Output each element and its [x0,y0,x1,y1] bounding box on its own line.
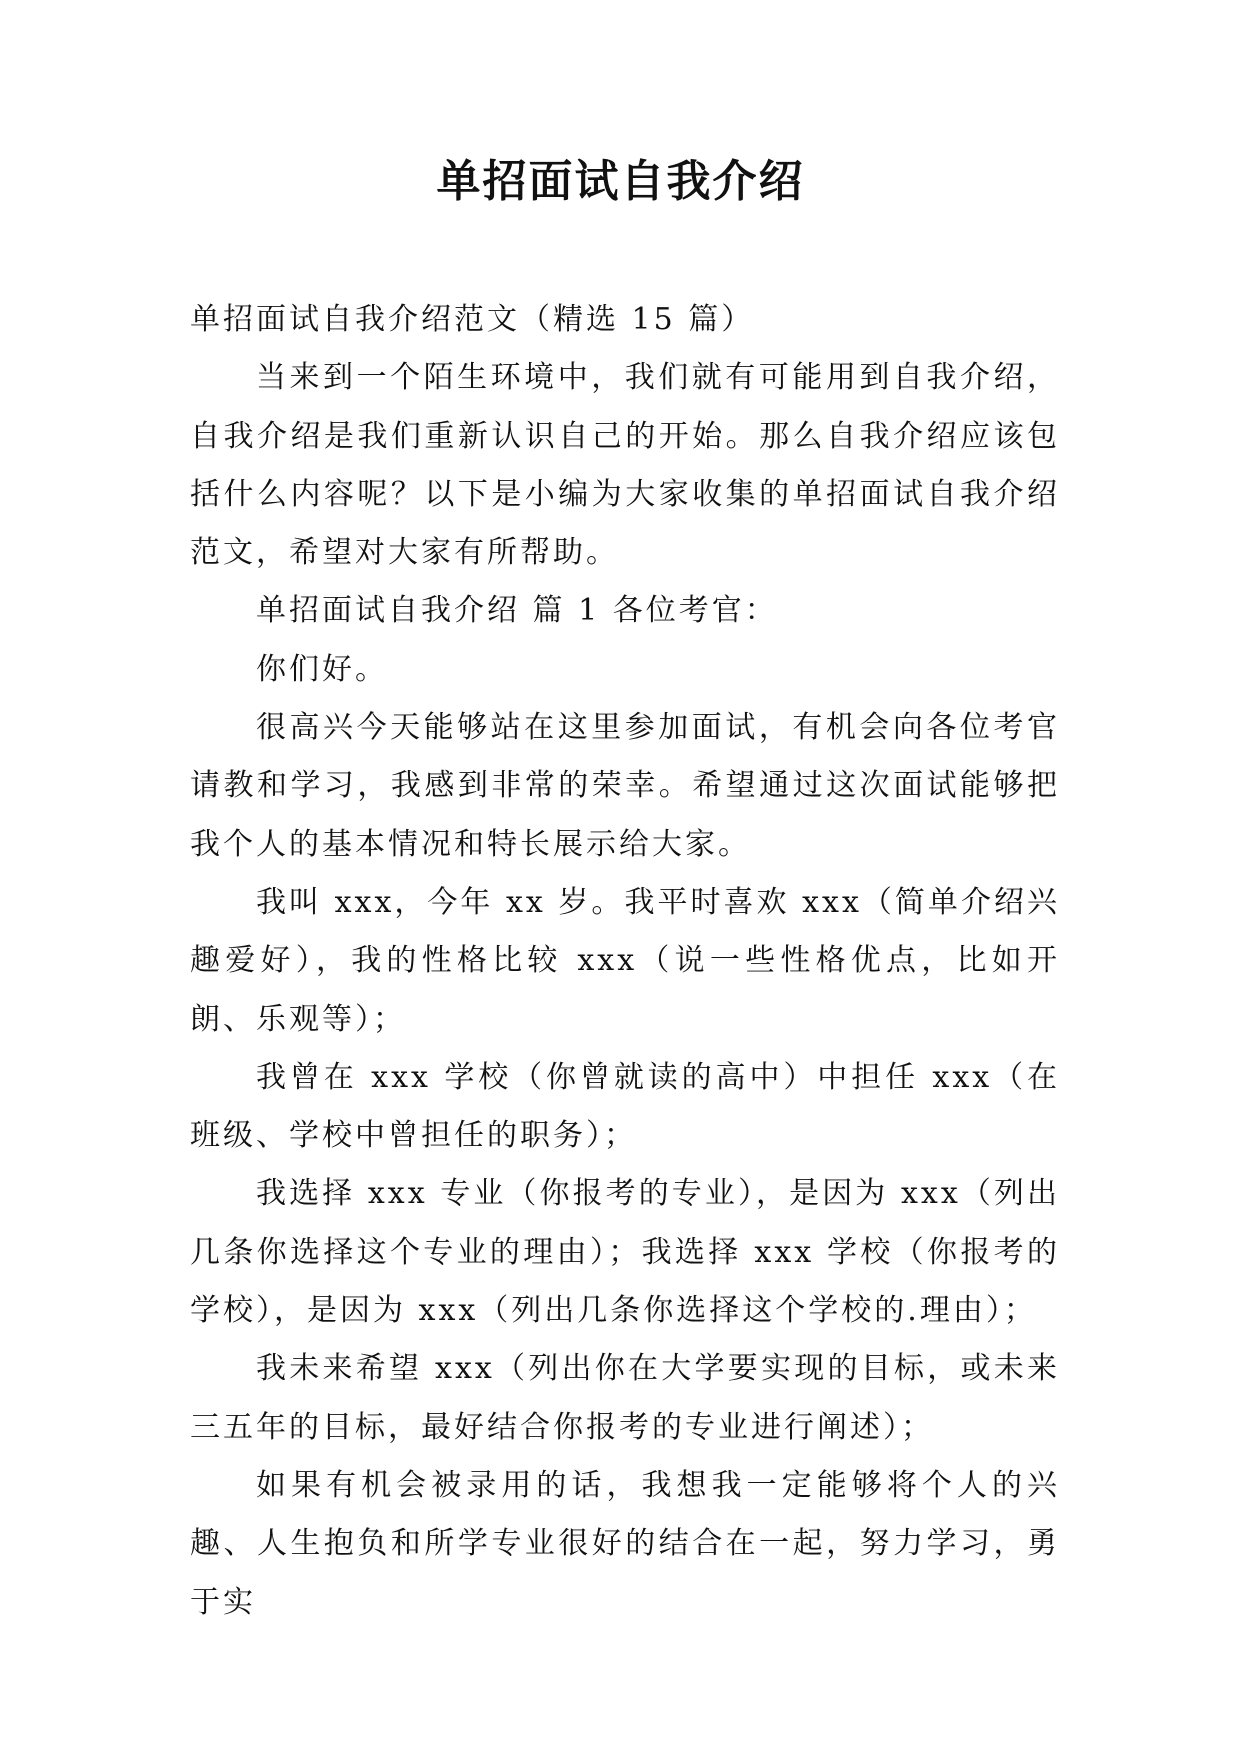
body-paragraph: 我曾在 xxx 学校（你曾就读的高中）中担任 xxx（在班级、学校中曾担任的职务）； [190,1059,1060,1154]
greeting-paragraph: 你们好。 [256,651,388,687]
body-paragraph: 如果有机会被录用的话，我想我一定能够将个人的兴趣、人生抱负和所学专业很好的结合在一起，努力学习，勇于实 [190,1467,1060,1620]
subtitle-paragraph: 单招面试自我介绍范文（精选 15 篇） [190,302,755,337]
document-title: 单招面试自我介绍 [436,156,805,207]
body-paragraph: 我选择 xxx 专业（你报考的专业），是因为 xxx（列出几条你选择这个专业的理由）；我选择 xxx 学校（你报考的学校），是因为 xxx（列出几条你选择这个学校的.理由）； [190,1176,1060,1329]
document-body [190,291,1060,1632]
body-paragraph: 我未来希望 xxx（列出你在大学要实现的目标，或未来三五年的目标，最好结合你报考的专业进行阐述）； [190,1351,1060,1445]
body-paragraph: 我叫 xxx，今年 xx 岁。我平时喜欢 xxx（简单介绍兴趣爱好），我的性格比较 xxx（说一些性格优点，比如开朗、乐观等）； [190,884,1060,1037]
body-paragraph: 很高兴今天能够站在这里参加面试，有机会向各位考官请教和学习，我感到非常的荣幸。希望通过这次面试能够把我个人的基本情况和特长展示给大家。 [190,710,1060,862]
intro-paragraph: 当来到一个陌生环境中，我们就有可能用到自我介绍，自我介绍是我们重新认识自己的开始。那么自我介绍应该包括什么内容呢？以下是小编为大家收集的单招面试自我介绍范文，希望对大家有所帮助。 [190,360,1060,571]
section-heading-paragraph: 单招面试自我介绍 篇 1 各位考官： [256,593,778,629]
